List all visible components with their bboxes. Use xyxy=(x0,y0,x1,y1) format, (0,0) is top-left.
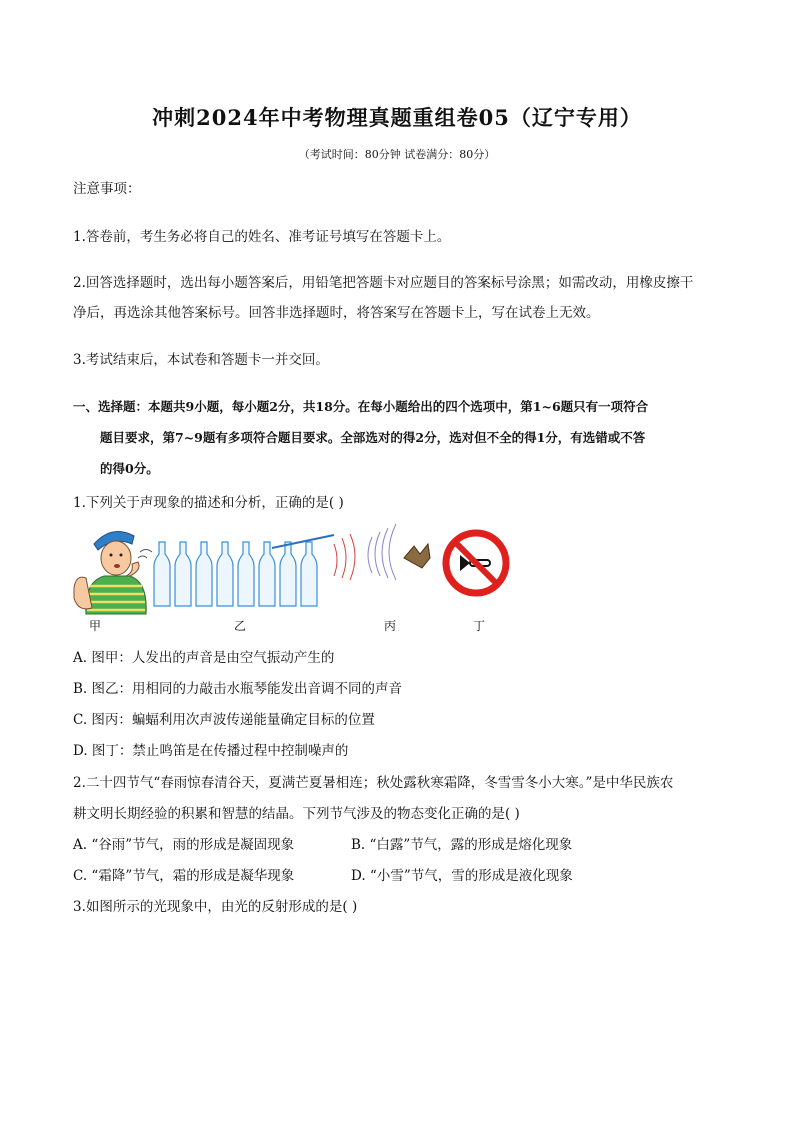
section-1-instructions-line-2: 题目要求，第7~9题有多项符合题目要求。全部选对的得2分，选对但不全的得1分，有选错或不答 xyxy=(100,430,646,445)
q2-option-a: A. “谷雨”节气，雨的形成是凝固现象 xyxy=(73,837,295,853)
striking-stick xyxy=(272,535,334,548)
notice-item-2-line-2: 净后，再选涂其他答案标号。回答非选择题时，将答案写在答题卡上，写在试卷上无效。 xyxy=(73,305,600,321)
water-bottle xyxy=(154,542,170,606)
boy-figure xyxy=(74,532,152,615)
figure-label-bing: 丙 xyxy=(384,619,397,633)
q2-stem-line-2: 耕文明长期经验的积累和智慧的结晶。下列节气涉及的物态变化正确的是( ) xyxy=(73,806,520,822)
q1-option-d: D. 图丁：禁止鸣笛是在传播过程中控制噪声的 xyxy=(73,743,349,759)
q2-option-c: C. “霜降”节气，霜的形成是凝华现象 xyxy=(73,868,295,884)
notice-item-2-line-1: 2.回答选择题时，选出每小题答案后，用铅笔把答题卡对应题目的答案标号涂黑；如需改动，用橡皮擦干 xyxy=(73,275,694,291)
q1-figure xyxy=(72,518,522,638)
water-bottles xyxy=(154,542,317,606)
water-bottle xyxy=(259,542,275,606)
notice-item-3: 3.考试结束后，本试卷和答题卡一并交回。 xyxy=(73,352,329,368)
water-bottle xyxy=(175,542,191,606)
water-bottle xyxy=(196,542,212,606)
q2-option-d: D. “小雪”节气，雪的形成是液化现象 xyxy=(351,868,573,884)
q3-stem: 3.如图所示的光现象中，由光的反射形成的是( ) xyxy=(73,899,358,915)
water-bottle xyxy=(238,542,254,606)
bat-echolocation xyxy=(334,524,430,580)
page-title: 冲刺2024年中考物理真题重组卷05（辽宁专用） xyxy=(152,105,642,130)
figure-label-yi: 乙 xyxy=(234,619,247,633)
q1-option-c: C. 图丙：蝙蝠利用次声波传递能量确定目标的位置 xyxy=(73,712,375,728)
q1-option-b: B. 图乙：用相同的力敲击水瓶琴能发出音调不同的声音 xyxy=(73,681,403,697)
q2-option-b: B. “白露”节气，露的形成是熔化现象 xyxy=(351,837,573,853)
figure-label-ding: 丁 xyxy=(473,619,486,633)
q1-stem: 1.下列关于声现象的描述和分析，正确的是( ) xyxy=(73,495,344,511)
section-1-instructions-line-1: 一、选择题：本题共9小题，每小题2分，共18分。在每小题给出的四个选项中，第1~6题只有一项符合 xyxy=(73,399,649,414)
section-1-instructions-line-3: 的得0分。 xyxy=(100,461,159,476)
water-bottle xyxy=(217,542,233,606)
exam-info: （考试时间：80分钟 试卷满分：80分） xyxy=(298,148,496,161)
no-horn-sign xyxy=(446,533,506,593)
notice-item-1: 1.答卷前，考生务必将自己的姓名、准考证号填写在答题卡上。 xyxy=(73,229,451,245)
water-bottle xyxy=(280,542,296,606)
q2-stem-line-1: 2.二十四节气“春雨惊春清谷天，夏满芒夏暑相连；秋处露秋寒霜降，冬雪雪冬小大寒。”是中华民族农 xyxy=(73,775,674,791)
notice-heading: 注意事项： xyxy=(73,181,141,197)
figure-label-jia: 甲 xyxy=(89,619,102,633)
q1-option-a: A. 图甲：人发出的声音是由空气振动产生的 xyxy=(73,650,335,666)
water-bottle xyxy=(301,542,317,606)
